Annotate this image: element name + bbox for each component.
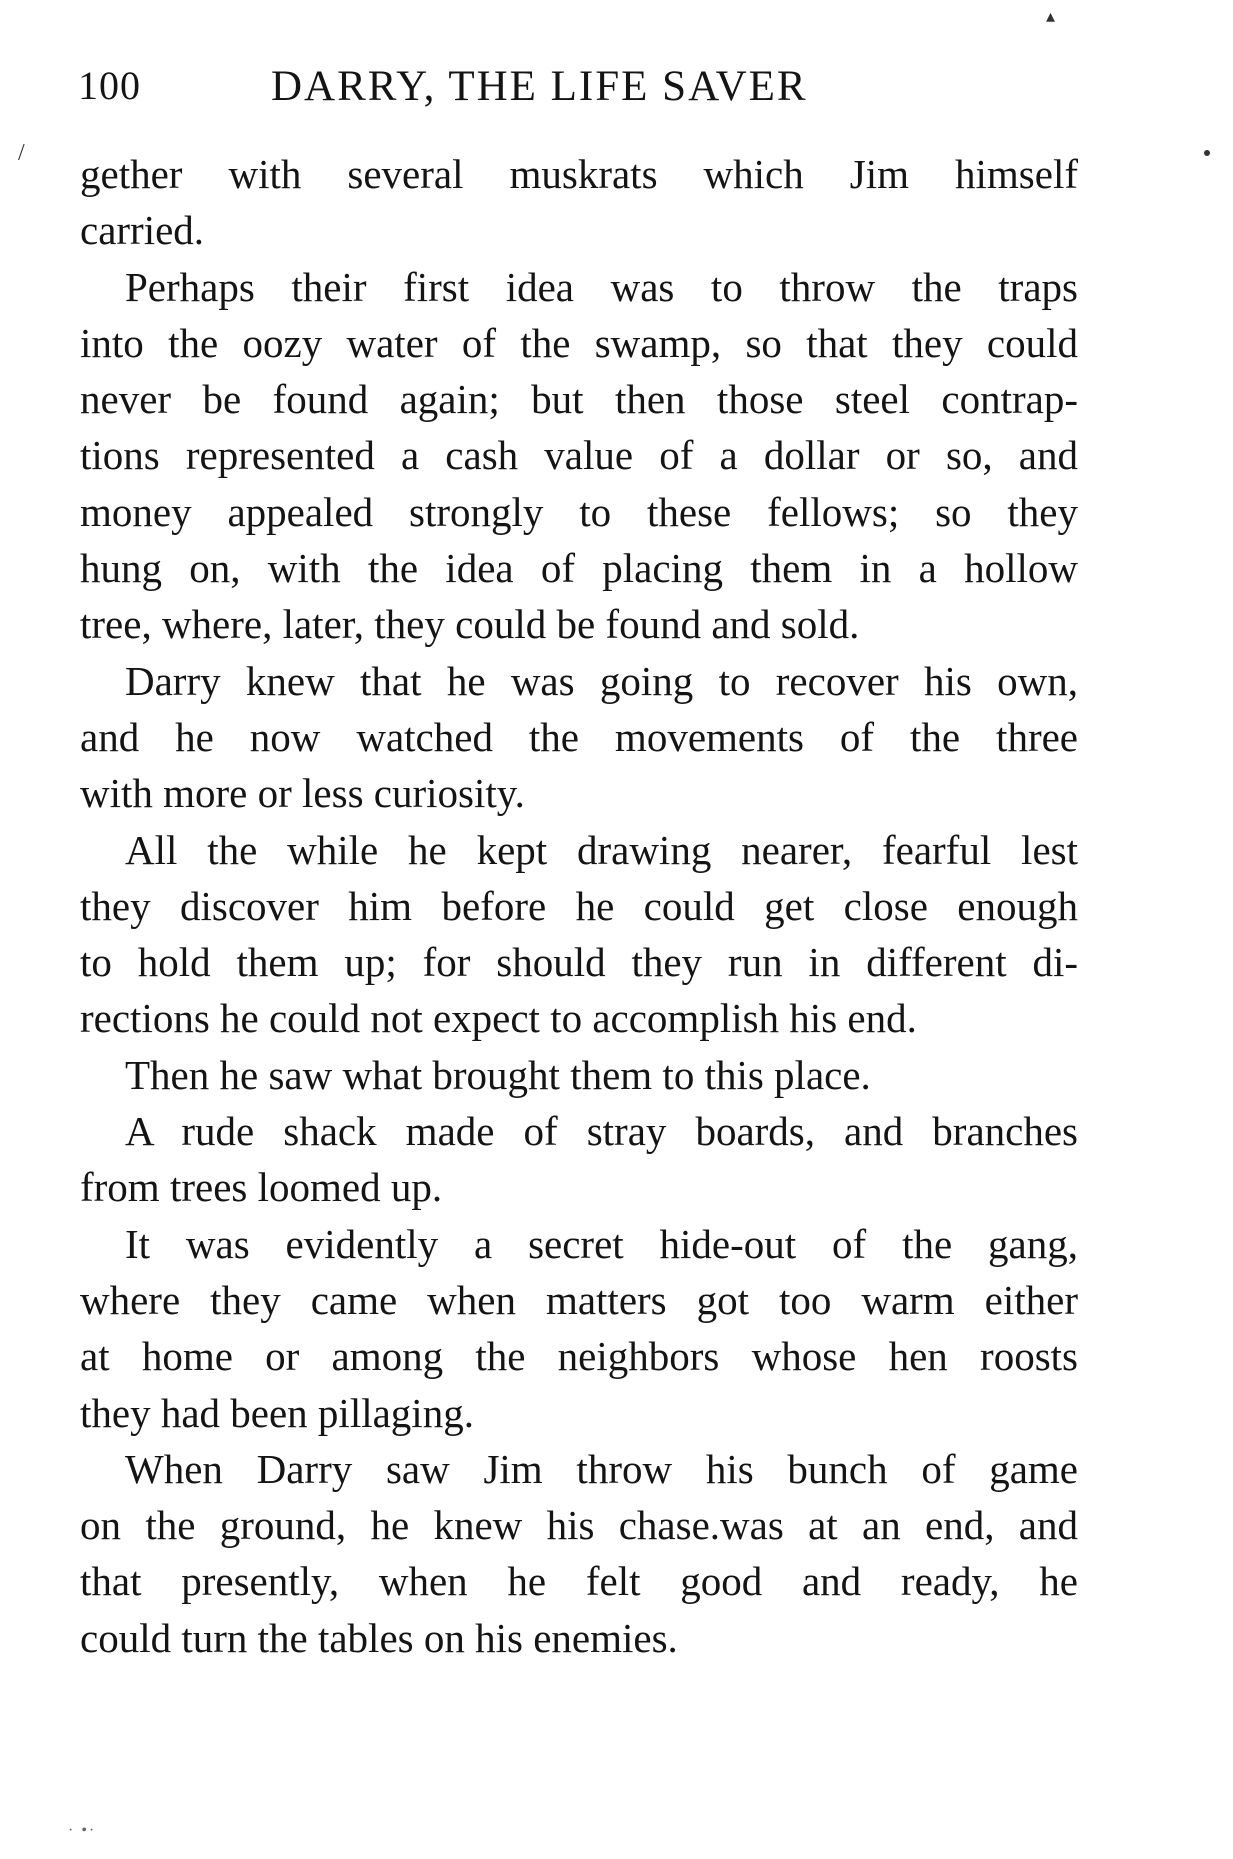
paragraph bbox=[80, 822, 1078, 1047]
text-line: they discover him before he could get close enough bbox=[80, 882, 1078, 929]
text-line: When Darry saw Jim throw his bunch of game bbox=[125, 1445, 1078, 1492]
text-line: carried. bbox=[80, 207, 205, 254]
paragraph bbox=[80, 653, 1078, 822]
text-line: never be found again; but then those steel contrap- bbox=[80, 376, 1078, 423]
paragraph bbox=[80, 1103, 1078, 1216]
text-line: they had been pillaging. bbox=[80, 1389, 474, 1436]
text-line: A rude shack made of stray boards, and branches bbox=[125, 1108, 1078, 1155]
paragraph bbox=[80, 1441, 1078, 1666]
margin-dot-mark bbox=[1204, 150, 1210, 156]
text-line: from trees loomed up. bbox=[80, 1164, 443, 1211]
text-line: tree, where, later, they could be found and sold. bbox=[80, 601, 860, 648]
text-line: tions represented a cash value of a dollar or so, and bbox=[80, 432, 1078, 479]
page-number: 100 bbox=[78, 63, 141, 108]
text-line: that presently, when he felt good and ready, he bbox=[80, 1558, 1078, 1605]
page-header bbox=[78, 62, 1078, 122]
text-line: and he now watched the movements of the three bbox=[80, 713, 1078, 760]
print-speck-mark: · •· bbox=[68, 1822, 97, 1839]
text-line: gether with several muskrats which Jim himself bbox=[80, 151, 1078, 197]
text-line: Perhaps their first idea was to throw the traps bbox=[125, 263, 1078, 310]
text-line: where they came when matters got too warm either bbox=[80, 1276, 1078, 1323]
text-line: at home or among the neighbors whose hen roosts bbox=[80, 1333, 1078, 1380]
running-title: DARRY, THE LIFE SAVER bbox=[271, 63, 808, 110]
text-line: rections he could not expect to accomplish his end. bbox=[80, 995, 917, 1042]
text-line: Then he saw what brought them to this place. bbox=[125, 1051, 871, 1098]
body-text bbox=[80, 146, 1078, 1666]
text-line: could turn the tables on his enemies. bbox=[80, 1614, 678, 1661]
text-line: to hold them up; for should they run in different di- bbox=[80, 939, 1078, 986]
paragraph bbox=[80, 259, 1078, 653]
text-line: Darry knew that he was going to recover his own, bbox=[125, 657, 1078, 704]
paragraph bbox=[80, 1216, 1078, 1441]
text-line: with more or less curiosity. bbox=[80, 770, 525, 817]
text-line: hung on, with the idea of placing them in a hollow bbox=[80, 545, 1078, 592]
margin-pencil-mark: / bbox=[18, 140, 25, 166]
paragraph bbox=[80, 1047, 1078, 1103]
text-line: It was evidently a secret hide-out of the gang, bbox=[125, 1220, 1078, 1267]
print-speck-mark: ▴ bbox=[1046, 6, 1056, 26]
text-line: on the ground, he knew his chase.was at an end, and bbox=[80, 1502, 1078, 1549]
text-line: into the oozy water of the swamp, so that they could bbox=[80, 319, 1078, 366]
text-line: money appealed strongly to these fellows; so they bbox=[80, 488, 1078, 535]
paragraph-continued bbox=[80, 146, 1078, 259]
text-line: All the while he kept drawing nearer, fearful lest bbox=[125, 826, 1078, 873]
